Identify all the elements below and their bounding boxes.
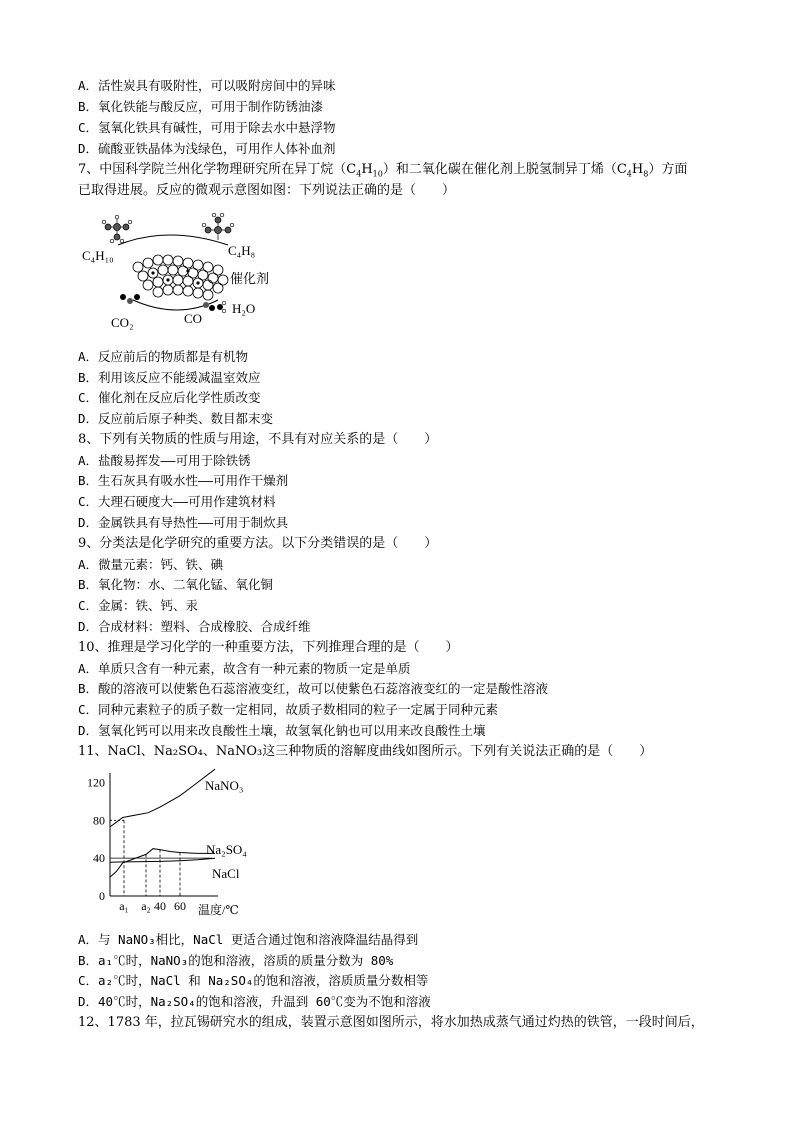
x-tick-label: 60 bbox=[174, 899, 186, 913]
x-tick-label: 40 bbox=[154, 899, 166, 913]
q9-stem: 9、分类法是化学研究的重要方法。以下分类错误的是（ ） bbox=[78, 536, 438, 551]
q7-option-b: B．利用该反应不能缓减温室效应 bbox=[78, 370, 261, 385]
co-molecule bbox=[203, 302, 215, 311]
series-line-1 bbox=[110, 849, 215, 877]
q11-stem: 11、NaCl、Na₂SO₄、NaNO₃这三种物质的溶解度曲线如图所示。下列有关说法正确的是（ ） bbox=[78, 744, 653, 759]
q9-option-b: B．氧化物：水、二氧化锰、氧化铜 bbox=[78, 577, 274, 592]
q11-option-b: B．a₁℃时，NaNO₃的饱和溶液，溶质的质量分数为 80% bbox=[78, 953, 394, 968]
label-h2o: H₂O bbox=[232, 301, 256, 316]
h2o-molecule bbox=[217, 301, 226, 313]
q7-option-c: C．催化剂在反应后化学性质改变 bbox=[78, 390, 261, 405]
y-tick-label: 120 bbox=[87, 775, 105, 790]
q7-reaction-diagram bbox=[78, 205, 288, 335]
q11-option-d: D．40℃时，Na₂SO₄的饱和溶液，升温到 60℃变为不饱和溶液 bbox=[78, 994, 431, 1009]
catalyst-honeycomb bbox=[133, 255, 228, 300]
q11-option-a: A．与 NaNO₃相比，NaCl 更适合通过饱和溶液降温结晶得到 bbox=[78, 932, 419, 947]
series-line-0 bbox=[110, 769, 215, 827]
q8-option-a: A．盐酸易挥发——可用于除铁锈 bbox=[78, 453, 251, 468]
reaction-arrow-top bbox=[118, 235, 228, 245]
q12-stem: 12、1783 年，拉瓦锡研究水的组成，装置示意图如图所示，将水加热成蒸气通过灼热的铁管，一段时间后， bbox=[78, 1015, 704, 1030]
label-catalyst: 催化剂 bbox=[230, 271, 270, 286]
q6-option-a: A．活性炭具有吸附性，可以吸附房间中的异味 bbox=[78, 78, 336, 93]
c4h8-molecule bbox=[202, 213, 234, 240]
q7-stem-line2: 已取得进展。反应的微观示意图如图：下列说法正确的是（ ） bbox=[78, 183, 456, 198]
q8-option-c: C．大理石硬度大——可用作建筑材料 bbox=[78, 494, 276, 509]
q7-option-d: D．反应前后原子种类、数目都末变 bbox=[78, 411, 274, 426]
x-tick-label: a₂ bbox=[141, 899, 151, 913]
series-label-0: NaNO₃ bbox=[205, 778, 244, 793]
co2-molecule bbox=[120, 294, 140, 304]
series-line-2 bbox=[110, 858, 215, 862]
q9-option-a: A．微量元素：钙、铁、碘 bbox=[78, 557, 224, 572]
q8-option-b: B．生石灰具有吸水性——可用作干燥剂 bbox=[78, 473, 289, 488]
q10-option-d: D．氢氧化钙可以用来改良酸性土壤，故氢氧化钠也可以用来改良酸性土壤 bbox=[78, 723, 486, 738]
label-co2: CO₂ bbox=[111, 315, 134, 330]
y-tick-label: 40 bbox=[93, 851, 105, 866]
q8-option-d: D．金属铁具有导热性——可用于制炊具 bbox=[78, 515, 289, 530]
x-tick-label: a₁ bbox=[119, 899, 129, 913]
q8-stem: 8、下列有关物质的性质与用途，不具有对应关系的是（ ） bbox=[78, 432, 438, 447]
q7-stem-line1: 7、中国科学院兰州化学物理研究所在异丁烷$(C_4H_{10})$和二氧化碳在催化剂上脱氢制异丁烯$(C_4H_8)$方面 bbox=[78, 162, 688, 179]
q11-option-c: C．a₂℃时，NaCl 和 Na₂SO₄的饱和溶液，溶质质量分数相等 bbox=[78, 973, 429, 988]
label-c4h10: C₄H₁₀ bbox=[82, 248, 114, 263]
solubility-chart bbox=[80, 768, 270, 922]
y-tick-label: 80 bbox=[93, 813, 105, 828]
label-c4h8: C₄H₈ bbox=[228, 243, 256, 258]
series-label-1: Na₂SO₄ bbox=[206, 842, 247, 857]
q10-stem: 10、推理是学习化学的一种重要方法，下列推理合理的是（ ） bbox=[78, 640, 459, 655]
q7-option-a: A．反应前后的物质都是有机物 bbox=[78, 349, 249, 364]
q9-option-c: C．金属：铁、钙、汞 bbox=[78, 598, 199, 613]
q10-option-c: C．同种元素粒子的质子数一定相同，故质子数相同的粒子一定属于同种元素 bbox=[78, 702, 499, 717]
x-axis-label: 温度/℃ bbox=[198, 903, 239, 917]
series-label-2: NaCl bbox=[212, 866, 240, 881]
label-co: CO bbox=[184, 311, 203, 326]
q6-option-d: D．硫酸亚铁晶体为浅绿色，可用作人体补血剂 bbox=[78, 141, 336, 156]
y-tick-label: 0 bbox=[99, 889, 105, 903]
q6-option-b: B．氧化铁能与酸反应，可用于制作防锈油漆 bbox=[78, 99, 324, 114]
q10-option-b: B．酸的溶液可以使紫色石蕊溶液变红，故可以使紫色石蕊溶液变红的一定是酸性溶液 bbox=[78, 681, 549, 696]
q9-option-d: D．合成材料：塑料、合成橡胶、合成纤维 bbox=[78, 619, 311, 634]
c4h10-molecule bbox=[102, 215, 132, 243]
q10-option-a: A．单质只含有一种元素，故含有一种元素的物质一定是单质 bbox=[78, 661, 411, 676]
q6-option-c: C．氢氧化铁具有碱性，可用于除去水中悬浮物 bbox=[78, 120, 336, 135]
